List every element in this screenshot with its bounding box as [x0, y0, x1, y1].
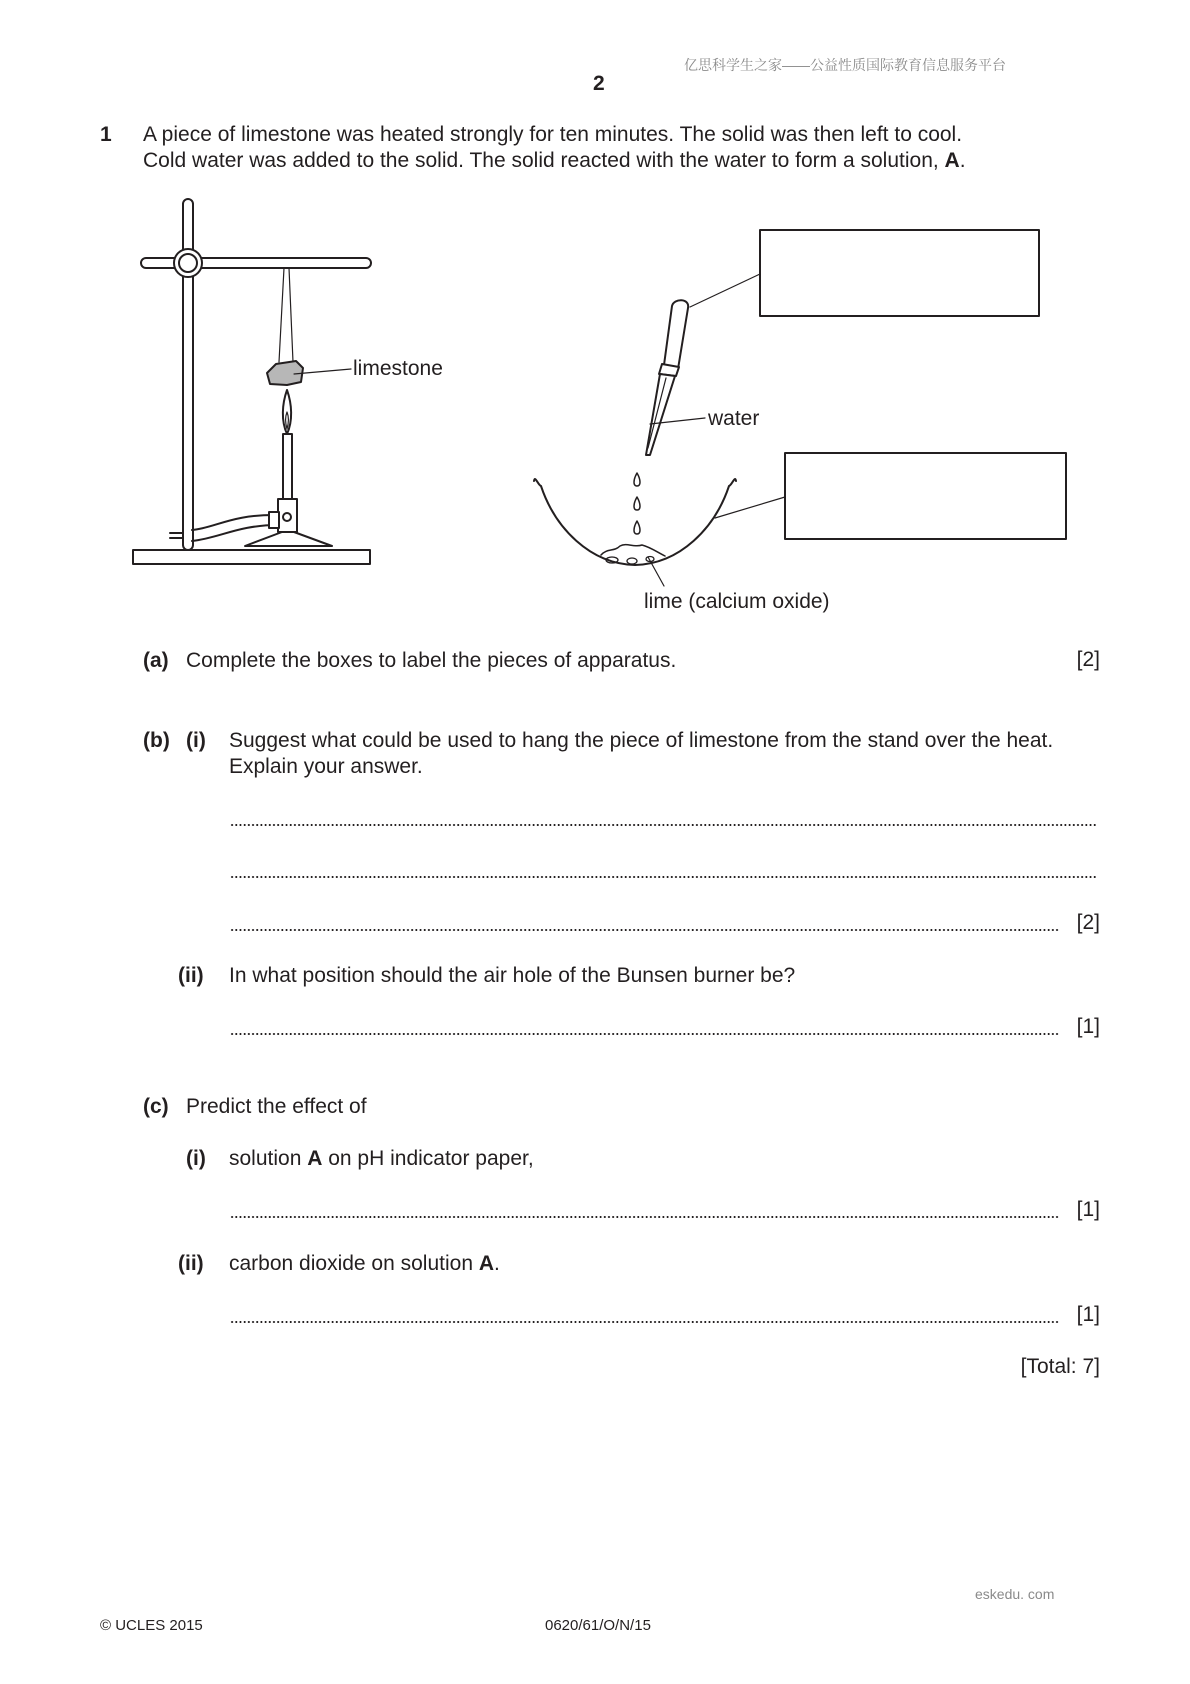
air-hole — [283, 513, 291, 521]
part-c-ii-marks: [1] — [1076, 1303, 1100, 1326]
dropping-pipette — [646, 300, 688, 455]
footer-copyright: © UCLES 2015 — [100, 1617, 203, 1634]
answer-line[interactable] — [230, 1321, 1060, 1323]
box-bottom-leader — [715, 497, 785, 518]
part-c-text: Predict the effect of — [186, 1095, 367, 1118]
question-number: 1 — [100, 123, 112, 146]
water-drop — [634, 497, 640, 510]
part-c-i-marks: [1] — [1076, 1198, 1100, 1221]
watermark-bottom: eskedu. com — [975, 1586, 1055, 1602]
label-limestone: limestone — [353, 357, 443, 380]
water-drop — [634, 521, 640, 534]
answer-line[interactable] — [230, 1033, 1060, 1035]
part-c-ii-label: (ii) — [178, 1252, 204, 1275]
part-b-i-label: (i) — [186, 729, 206, 752]
box-top-leader — [690, 274, 760, 307]
answer-line[interactable] — [230, 929, 1060, 931]
answer-line[interactable] — [230, 824, 1097, 826]
intro-line-2: Cold water was added to the solid. The solid reacted with the water to form a solution, A. — [143, 149, 966, 172]
answer-line[interactable] — [230, 876, 1097, 878]
intro-line-1: A piece of limestone was heated strongly for ten minutes. The solid was then left to cool. — [143, 123, 963, 146]
part-c-label: (c) — [143, 1095, 169, 1118]
label-box-bottom — [785, 453, 1066, 539]
part-b-ii-label: (ii) — [178, 964, 204, 987]
part-b-label: (b) — [143, 729, 170, 752]
part-c-i-text: solution A on pH indicator paper, — [229, 1147, 534, 1170]
part-b-ii-text: In what position should the air hole of the Bunsen burner be? — [229, 964, 796, 987]
gas-tube — [192, 515, 278, 530]
total-marks: [Total: 7] — [1020, 1355, 1100, 1378]
page-number: 2 — [593, 72, 605, 95]
burner-base — [245, 532, 332, 546]
lime-solid — [601, 545, 665, 556]
part-b-i-line-1: Suggest what could be used to hang the piece of limestone from the stand over the heat. — [229, 729, 1054, 752]
label-box-top — [760, 230, 1039, 316]
limestone-lump — [267, 361, 303, 385]
part-a-label: (a) — [143, 649, 169, 672]
label-lime: lime (calcium oxide) — [644, 590, 830, 613]
part-b-i-line-2: Explain your answer. — [229, 755, 423, 778]
answer-line[interactable] — [230, 1216, 1060, 1218]
part-a-marks: [2] — [1076, 648, 1100, 671]
part-b-ii-marks: [1] — [1076, 1015, 1100, 1038]
water-drop — [634, 473, 640, 486]
part-b-i-marks: [2] — [1076, 911, 1100, 934]
string — [279, 268, 284, 362]
part-c-i-label: (i) — [186, 1147, 206, 1170]
watermark-top: 亿思科学生之家——公益性质国际教育信息服务平台 — [684, 57, 1006, 73]
part-a-text: Complete the boxes to label the pieces of apparatus. — [186, 649, 677, 672]
burner-barrel — [283, 434, 292, 502]
label-water: water — [708, 407, 760, 430]
footer-code: 0620/61/O/N/15 — [545, 1617, 651, 1634]
apparatus-diagram — [0, 0, 1190, 640]
part-c-ii-text: carbon dioxide on solution A. — [229, 1252, 500, 1275]
stand-base — [133, 550, 370, 564]
